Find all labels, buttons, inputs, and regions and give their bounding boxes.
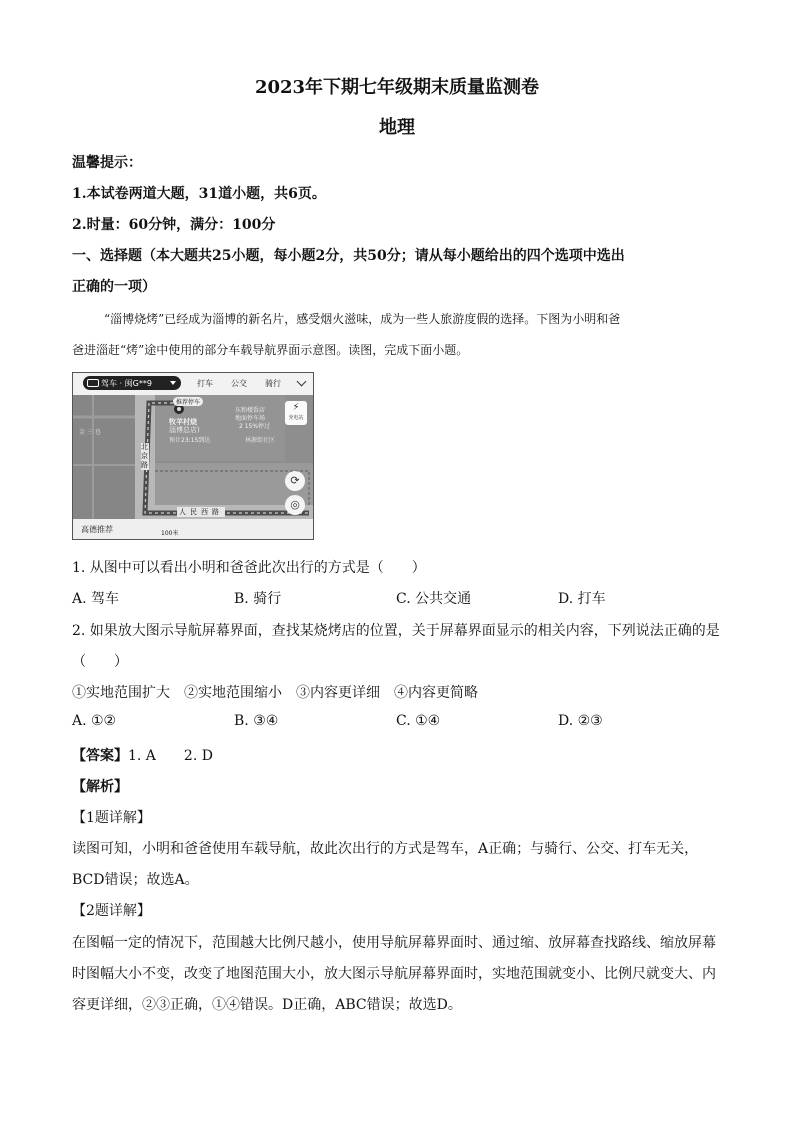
tips-line-2: 2.时量：60分钟，满分：100分 <box>72 217 276 233</box>
q1-option-d[interactable]: D. 打车 <box>558 591 606 607</box>
q1-detail-tag: 【1题详解】 <box>72 810 151 826</box>
refresh-route-icon[interactable]: ⟳ <box>285 471 305 491</box>
district-label: 林源街社区 <box>245 437 276 444</box>
road-label-vertical: 北京路 <box>141 443 148 469</box>
q2-option-a[interactable]: A. ①② <box>72 713 117 729</box>
intro-line-1: “淄博烧烤”已经成为淄博的新名片，感受烟火滋味，成为一些人旅游度假的选择。下图为小明和爸 <box>104 312 621 326</box>
charging-station-button[interactable] <box>285 401 307 425</box>
tips-line-1: 1.本试卷两道大题，31道小题，共6页。 <box>72 186 326 202</box>
q1-option-a[interactable]: A. 驾车 <box>72 591 120 607</box>
destination-name-2[interactable]: 淄博总店) <box>169 426 200 434</box>
q2-option-d[interactable]: D. ②③ <box>558 713 603 729</box>
q2-detail-line-2: 时图幅大小不变，改变了地图范围大小，放大图示导航屏幕界面时，实地范围就变小、比例尺就变大、内 <box>72 966 716 982</box>
q1-option-b[interactable]: B. 骑行 <box>234 591 282 607</box>
parking-info: 2 15%停过 <box>239 423 271 430</box>
scale-bar-label: 100米 <box>161 530 179 537</box>
q1-option-c[interactable]: C. 公共交通 <box>396 591 472 607</box>
intro-line-2: 爸进淄赶“烤”途中使用的部分车载导航界面示意图。读图，完成下面小题。 <box>72 343 469 357</box>
analysis-tag: 【解析】 <box>72 779 128 795</box>
tab-bus[interactable]: 公交 <box>231 379 247 388</box>
poi-name-2[interactable]: 地面停车场 <box>235 415 266 422</box>
navigation-map <box>72 372 314 540</box>
map-top-bar <box>73 373 313 395</box>
q2-detail-line-3: 容更详细，②③正确，①④错误。D正确，ABC错误；故选D。 <box>72 997 462 1013</box>
q2-stem-cont: （ ） <box>72 654 128 670</box>
locate-me-icon[interactable]: ◎ <box>285 495 305 515</box>
car-icon <box>87 379 99 387</box>
q2-statements: ①实地范围扩大 ②实地范围缩小 ③内容更详细 ④内容更简略 <box>72 685 478 701</box>
eta-label: 预计23:15到达 <box>169 437 211 444</box>
q2-option-b[interactable]: B. ③④ <box>234 713 279 729</box>
section-heading-2: 正确的一项） <box>72 279 156 295</box>
tab-bike[interactable]: 骑行 <box>265 379 281 388</box>
q2-detail-tag: 【2题详解】 <box>72 903 151 919</box>
lightning-icon: ⚡ <box>292 402 300 413</box>
exam-title: 2023年下期七年级期末质量监测卷 <box>254 77 540 98</box>
answer-line <box>72 745 213 765</box>
q1-detail-line-2: BCD错误；故选A。 <box>72 872 199 888</box>
q2-option-c[interactable]: C. ①④ <box>396 713 441 729</box>
tab-taxi[interactable]: 打车 <box>197 379 213 388</box>
chevron-down-icon[interactable] <box>297 377 307 387</box>
q2-stem: 2. 如果放大图示导航屏幕界面，查找某烧烤店的位置，关于屏幕界面显示的相关内容，下列说法正确的是 <box>72 623 720 639</box>
answer-tag: 【答案】 <box>72 748 128 764</box>
subject-title: 地理 <box>379 117 415 138</box>
answer-text: 1. A 2. D <box>128 748 213 764</box>
caret-down-icon <box>170 381 176 385</box>
charging-station-label: 充电站 <box>288 415 304 421</box>
drive-mode-label: 驾车 · 闽G**9 <box>101 379 152 388</box>
section-heading-1: 一、选择题（本大题共25小题，每小题2分，共50分；请从每小题给出的四个选项中选出 <box>72 248 625 264</box>
recommend-stop-label[interactable]: 推荐停车 <box>173 397 203 406</box>
tips-heading: 温馨提示： <box>72 155 142 171</box>
destination-name-1[interactable]: 牧羊村烧 <box>169 418 197 426</box>
q2-detail-line-1: 在图幅一定的情况下，范围越大比例尺越小，使用导航屏幕界面时、通过缩、放屏幕查找路线、缩放屏幕 <box>72 935 716 951</box>
poi-name-1[interactable]: 东和楼饭店 <box>235 407 266 414</box>
map-bottom-bar <box>73 519 313 539</box>
road-label-horizontal: 人民西路 <box>179 508 223 516</box>
drive-mode-selector[interactable] <box>83 376 181 390</box>
route-preference[interactable]: 高德推荐 <box>81 525 113 534</box>
q1-detail-line-1: 读图可知，小明和爸爸使用车载导航，故此次出行的方式是驾车，A正确；与骑行、公交、打车无关， <box>72 841 699 857</box>
q1-stem: 1. 从图中可以看出小明和爸爸此次出行的方式是（ ） <box>72 560 426 576</box>
left-place-label: 金 三 巷 <box>79 429 101 436</box>
